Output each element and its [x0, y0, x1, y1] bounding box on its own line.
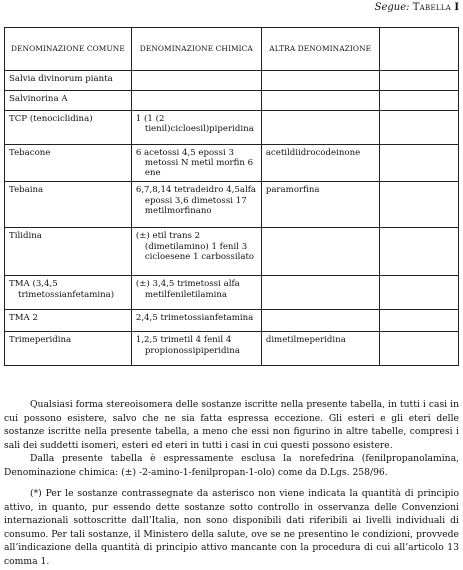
cell-denominazione-comune: [5, 111, 132, 145]
cell-denominazione-comune: [5, 182, 132, 228]
cell-altra-denominazione-text: acetildiidrocodeinone: [265, 148, 361, 158]
cell-denominazione-chimica: [131, 276, 261, 310]
cell-altra-denominazione: [261, 228, 379, 276]
cell-denominazione-comune: [5, 310, 132, 332]
table-row: [5, 111, 459, 145]
cell-denominazione-chimica-text: 2,4,5 trimetossianfetamina: [135, 313, 254, 324]
cell-denominazione-comune: [5, 228, 132, 276]
cell-denominazione-comune: [5, 332, 132, 366]
cell-altra-denominazione: [261, 111, 379, 145]
cell-altra-denominazione: [261, 145, 379, 182]
cell-altra-denominazione: [261, 276, 379, 310]
cell-denominazione-comune-text: TMA (3,4,5 trimetossianfetamina): [9, 279, 115, 300]
cell-denominazione-comune: [5, 145, 132, 182]
cell-altra-denominazione: [261, 71, 379, 91]
table-body: [5, 71, 459, 366]
table-row: [5, 91, 459, 111]
cell-extra: [379, 276, 458, 310]
paragraph-stereoisomers-text: Qualsiasi forma stereoisomera delle sostanze iscritte nella presente tabella, in tutti i casi in cui possono esistere, salvo che ne sia fatta espressa eccezione. Gli esteri e gli eteri delle sostanze iscritte nella presente tabella, a meno che essi non figurino in altre tabelle, compresi i sali dei suddetti isomeri, esteri ed eteri in tutti i casi in cui questi possono esistere.: [4, 399, 459, 451]
cell-denominazione-comune-text: Salvinorina A: [9, 94, 68, 104]
column-header-extra: [379, 28, 458, 71]
cell-altra-denominazione: [261, 182, 379, 228]
substances-table: [4, 27, 459, 366]
cell-denominazione-chimica-text: 6 acetossi 4,5 epossi 3 metossi N metil morfin 6 ene: [135, 148, 254, 179]
table-header-row: [5, 28, 459, 71]
cell-denominazione-comune-text: TMA 2: [9, 313, 38, 324]
cell-denominazione-comune-text: Tebaina: [9, 185, 44, 196]
cell-extra: [379, 91, 458, 111]
cell-denominazione-chimica: [131, 182, 261, 228]
cell-denominazione-comune-text: Trimeperidina: [9, 335, 72, 346]
cell-denominazione-chimica-text: (±) 3,4,5 trimetossi alfa metilfeniletilamina: [135, 279, 240, 300]
paragraph-asterisk-note-text: (*) Per le sostanze contrassegnate da asterisco non viene indicata la quantità di principio attivo, in quanto, pur essendo dette sostanze sotto controllo in osservanza delle Convenzioni internazionali sottoscritte dall’Italia, non sono disponibili dati riferibili ai livelli individuali di consumo. Per tali sostanze, il Ministero della salute, ove se ne presentino le condizioni, provvede all’indicazione della quantità di principio attivo mancante con la procedura di cui all’articolo 13 comma 1.: [4, 488, 459, 567]
paragraph-norephedrine-text: Dalla presente tabella è espressamente esclusa la norefedrina (fenilpropanolamina, Denominazione chimica: (±) -2-amino-1-fenilpropan-1-olo) come da D.Lgs. 258/96.: [4, 453, 459, 478]
table-row: [5, 71, 459, 91]
cell-extra: [379, 310, 458, 332]
cell-denominazione-comune-text: Tilidina: [9, 231, 42, 242]
cell-altra-denominazione: [261, 310, 379, 332]
cell-altra-denominazione-text: dimetilmeperidina: [265, 335, 346, 346]
cell-denominazione-chimica: [131, 145, 261, 182]
cell-denominazione-comune-text: Salvia divinorum pianta: [9, 74, 113, 84]
cell-denominazione-comune: [5, 71, 132, 91]
cell-denominazione-comune-text: TCP (tenociclidina): [9, 114, 93, 124]
table-row: [5, 332, 459, 366]
table-row: [5, 228, 459, 276]
header-prefix: Segue:: [374, 2, 410, 13]
cell-denominazione-comune: [5, 91, 132, 111]
table-row: [5, 182, 459, 228]
cell-denominazione-chimica: [131, 310, 261, 332]
column-header-altra: ALTRA DENOMINAZIONE: [261, 28, 379, 71]
cell-extra: [379, 111, 458, 145]
cell-extra: [379, 182, 458, 228]
cell-denominazione-chimica-text: (±) etil trans 2 (dimetilamino) 1 fenil 3 cicloesene 1 carbossilato: [135, 231, 255, 262]
cell-altra-denominazione-text: paramorfina: [265, 185, 320, 196]
column-header-chimica: DENOMINAZIONE CHIMICA: [131, 28, 261, 71]
cell-extra: [379, 71, 458, 91]
cell-denominazione-chimica: [131, 71, 261, 91]
cell-denominazione-chimica-text: 6,7,8,14 tetradeidro 4,5alfa epossi 3,6 dimetossi 17 metilmorfinano: [135, 185, 257, 216]
cell-denominazione-chimica-text: 1 (1 (2 tienil)cicloesil)piperidina: [135, 114, 254, 135]
paragraph-norephedrine: [4, 452, 459, 479]
header-table-word: Tabella: [412, 2, 452, 13]
cell-denominazione-comune: [5, 276, 132, 310]
cell-denominazione-chimica: [131, 111, 261, 145]
header-table-number: I: [454, 2, 459, 13]
cell-extra: [379, 332, 458, 366]
cell-denominazione-comune-text: Tebacone: [9, 148, 51, 158]
cell-extra: [379, 145, 458, 182]
table-row: [5, 145, 459, 182]
paragraph-asterisk-note: [4, 487, 459, 569]
cell-extra: [379, 228, 458, 276]
cell-altra-denominazione: [261, 91, 379, 111]
table-row: [5, 310, 459, 332]
cell-denominazione-chimica-text: 1,2,5 trimetil 4 fenil 4 propionossipiperidina: [135, 335, 240, 356]
cell-denominazione-chimica: [131, 228, 261, 276]
column-header-comune: DENOMINAZIONE COMUNE: [5, 28, 132, 71]
table-row: [5, 276, 459, 310]
paragraph-stereoisomers: [4, 398, 459, 452]
cell-denominazione-chimica: [131, 332, 261, 366]
cell-altra-denominazione: [261, 332, 379, 366]
cell-denominazione-chimica: [131, 91, 261, 111]
page-header: [375, 2, 459, 13]
